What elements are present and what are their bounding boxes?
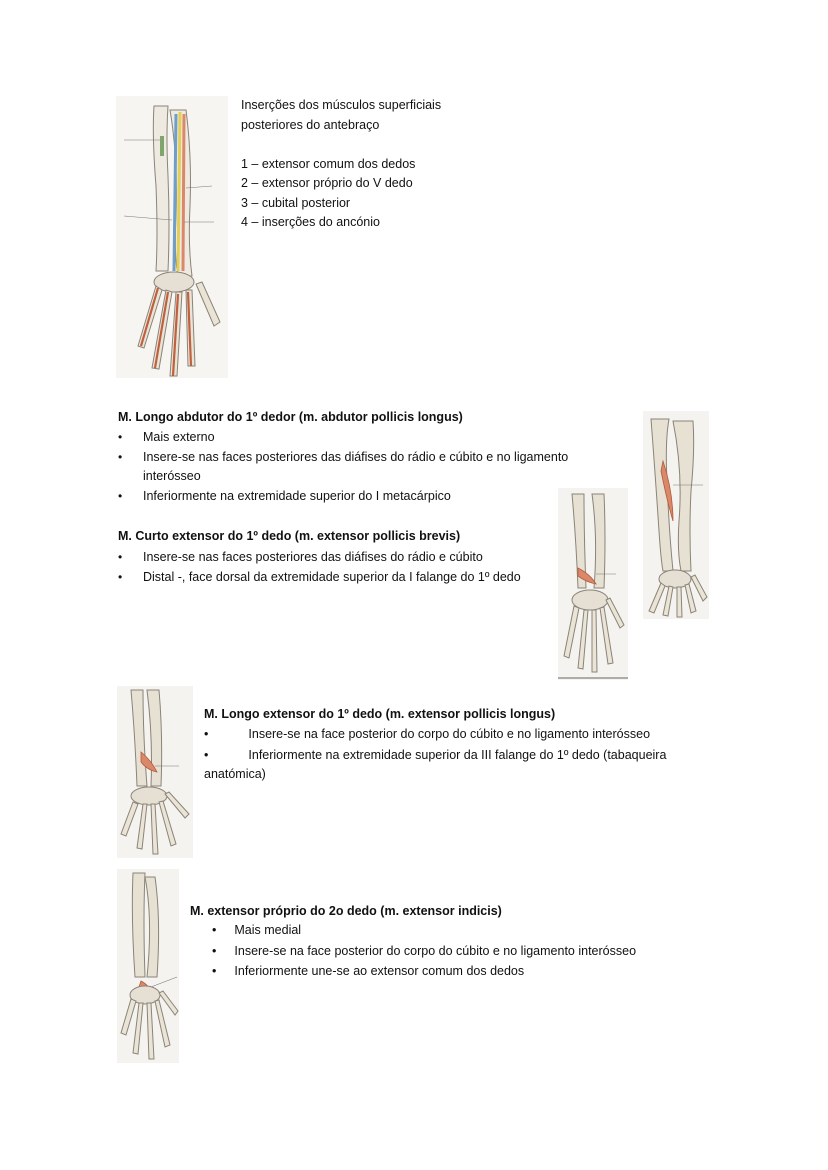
extensor-pollicis-brevis-figure (558, 488, 628, 680)
list-item: • Insere-se na face posterior do corpo do cúbito e no ligamento interósseo (204, 727, 651, 741)
section1-bullet-list (118, 428, 588, 506)
list-item: • Insere-se nas faces posteriores das diáfises do rádio e cúbito e no ligamento (118, 449, 569, 464)
extensor-indicis-figure (117, 869, 179, 1063)
forearm-insertions-figure (116, 96, 228, 378)
section-title-extensor-indicis: M. extensor próprio do 2o dedo (m. extensor indicis) (190, 904, 502, 918)
legend-item-3: 3 – cubital posterior (241, 196, 351, 210)
extensor-pollicis-longus-figure (117, 686, 193, 858)
list-item-continuation: interósseo (143, 469, 201, 483)
abductor-pollicis-longus-figure (643, 411, 709, 619)
figure-caption-line2: posteriores do antebraço (241, 118, 380, 132)
section-title-abductor-pollicis-longus: M. Longo abdutor do 1º dedor (m. abdutor pollicis longus) (118, 410, 463, 424)
list-item: • Inferiormente na extremidade superior da III falange do 1º dedo (tabaqueira (204, 748, 667, 762)
list-item: • Mais externo (118, 430, 215, 444)
list-item: • Insere-se nas faces posteriores das diáfises do rádio e cúbito (118, 550, 483, 564)
section2-bullet-list (118, 548, 548, 587)
list-item: • Mais medial (212, 923, 302, 937)
list-item: • Inferiormente une-se ao extensor comum dos dedos (212, 964, 525, 978)
list-item: • Inferiormente na extremidade superior do I metacárpico (118, 488, 451, 503)
legend-item-1: 1 – extensor comum dos dedos (241, 157, 416, 171)
list-item: • Insere-se na face posterior do corpo do cúbito e no ligamento interósseo (212, 944, 637, 958)
section-title-extensor-pollicis-brevis: M. Curto extensor do 1º dedo (m. extensor pollicis brevis) (118, 529, 461, 543)
figure-caption-line1: Inserções dos músculos superficiais (241, 98, 442, 112)
legend-item-2: 2 – extensor próprio do V dedo (241, 176, 413, 190)
legend-item-4: 4 – inserções do ancónio (241, 215, 380, 229)
list-item: • Distal -, face dorsal da extremidade superior da I falange do 1º dedo (118, 569, 521, 584)
section-title-extensor-pollicis-longus: M. Longo extensor do 1º dedo (m. extensor pollicis longus) (204, 707, 556, 721)
list-item-continuation: anatómica) (204, 767, 266, 781)
